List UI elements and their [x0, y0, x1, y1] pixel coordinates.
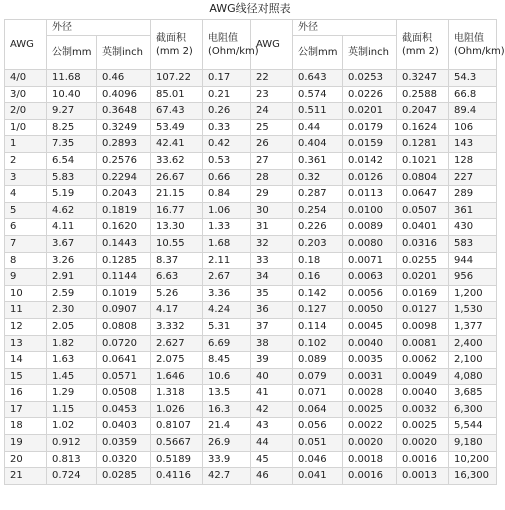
resistance-cell: 5.31 — [203, 318, 251, 335]
table-row — [5, 418, 497, 435]
inch-cell: 0.0571 — [97, 368, 151, 385]
inch-cell: 0.0018 — [343, 451, 397, 468]
area-cell: 0.0032 — [397, 401, 449, 418]
area-cell: 67.43 — [151, 103, 203, 120]
awg-cell: 21 — [5, 468, 47, 485]
area-cell: 8.37 — [151, 252, 203, 269]
table-row — [5, 152, 497, 169]
resistance-cell: 0.53 — [203, 152, 251, 169]
area-cell: 0.0507 — [397, 202, 449, 219]
inch-cell: 0.0453 — [97, 401, 151, 418]
table-row — [5, 70, 497, 87]
area-cell: 0.0049 — [397, 368, 449, 385]
resistance-cell: 9,180 — [449, 435, 497, 452]
resistance-cell: 3,685 — [449, 385, 497, 402]
resistance-cell: 66.8 — [449, 86, 497, 103]
inch-cell: 0.0025 — [343, 401, 397, 418]
area-header: 截面积(mm 2) — [397, 20, 449, 70]
table-row — [5, 235, 497, 252]
resistance-cell: 26.9 — [203, 435, 251, 452]
area-cell: 0.0020 — [397, 435, 449, 452]
awg-table — [4, 19, 505, 485]
inch-cell: 0.0320 — [97, 451, 151, 468]
mm-cell: 0.203 — [293, 235, 343, 252]
awg-cell: 7 — [5, 235, 47, 252]
awg-cell: 3 — [5, 169, 47, 186]
resistance-cell: 0.66 — [203, 169, 251, 186]
awg-cell: 20 — [5, 451, 47, 468]
resistance-cell: 8.45 — [203, 352, 251, 369]
mm-cell: 1.29 — [47, 385, 97, 402]
mm-cell: 0.051 — [293, 435, 343, 452]
awg-cell: 13 — [5, 335, 47, 352]
area-cell: 42.41 — [151, 136, 203, 153]
area-cell: 0.0255 — [397, 252, 449, 269]
mm-cell: 0.079 — [293, 368, 343, 385]
awg-cell: 35 — [251, 285, 293, 302]
resistance-cell: 21.4 — [203, 418, 251, 435]
area-cell: 0.4116 — [151, 468, 203, 485]
resistance-cell: 0.42 — [203, 136, 251, 153]
awg-cell: 24 — [251, 103, 293, 120]
inch-cell: 0.0028 — [343, 385, 397, 402]
awg-cell: 26 — [251, 136, 293, 153]
mm-cell: 0.064 — [293, 401, 343, 418]
mm-cell: 0.046 — [293, 451, 343, 468]
inch-cell: 0.0403 — [97, 418, 151, 435]
resistance-cell: 2,400 — [449, 335, 497, 352]
inch-cell: 0.0159 — [343, 136, 397, 153]
awg-cell: 12 — [5, 318, 47, 335]
inch-cell: 0.3648 — [97, 103, 151, 120]
awg-cell: 25 — [251, 119, 293, 136]
resistance-cell: 956 — [449, 269, 497, 286]
inch-cell: 0.1285 — [97, 252, 151, 269]
table-title: AWG线径对照表 — [209, 2, 291, 15]
table-row — [5, 368, 497, 385]
diameter-header: 外径 — [293, 20, 397, 36]
table-row — [5, 352, 497, 369]
awg-cell: 41 — [251, 385, 293, 402]
resistance-cell: 361 — [449, 202, 497, 219]
inch-cell: 0.4096 — [97, 86, 151, 103]
resistance-cell: 0.21 — [203, 86, 251, 103]
area-cell: 0.0169 — [397, 285, 449, 302]
inch-cell: 0.0050 — [343, 302, 397, 319]
table-row — [5, 136, 497, 153]
inch-cell: 0.0126 — [343, 169, 397, 186]
mm-cell: 0.071 — [293, 385, 343, 402]
table-row — [5, 385, 497, 402]
inch-cell: 0.1019 — [97, 285, 151, 302]
table-row — [5, 119, 497, 136]
mm-cell: 1.15 — [47, 401, 97, 418]
resistance-cell: 0.17 — [203, 70, 251, 87]
mm-cell: 3.26 — [47, 252, 97, 269]
resistance-header: 电阻值(Ohm/km) — [203, 20, 251, 70]
mm-cell: 6.54 — [47, 152, 97, 169]
mm-cell: 0.114 — [293, 318, 343, 335]
awg-cell: 28 — [251, 169, 293, 186]
table-row — [5, 269, 497, 286]
mm-cell: 1.45 — [47, 368, 97, 385]
mm-cell: 0.041 — [293, 468, 343, 485]
table-body — [5, 70, 497, 485]
mm-cell: 0.32 — [293, 169, 343, 186]
inch-cell: 0.0113 — [343, 186, 397, 203]
resistance-cell: 2.67 — [203, 269, 251, 286]
awg-cell: 44 — [251, 435, 293, 452]
awg-cell: 30 — [251, 202, 293, 219]
area-cell: 0.0025 — [397, 418, 449, 435]
inch-cell: 0.1819 — [97, 202, 151, 219]
resistance-header: 电阻值(Ohm/km) — [449, 20, 497, 70]
resistance-cell: 143 — [449, 136, 497, 153]
awg-cell: 8 — [5, 252, 47, 269]
mm-cell: 0.089 — [293, 352, 343, 369]
inch-cell: 0.0045 — [343, 318, 397, 335]
area-cell: 5.26 — [151, 285, 203, 302]
area-cell: 2.627 — [151, 335, 203, 352]
awg-cell: 4/0 — [5, 70, 47, 87]
awg-cell: 18 — [5, 418, 47, 435]
inch-cell: 0.0226 — [343, 86, 397, 103]
inch-cell: 0.0063 — [343, 269, 397, 286]
inch-cell: 0.1620 — [97, 219, 151, 236]
area-cell: 1.646 — [151, 368, 203, 385]
mm-cell: 0.127 — [293, 302, 343, 319]
area-cell: 10.55 — [151, 235, 203, 252]
inch-cell: 0.0071 — [343, 252, 397, 269]
mm-cell: 11.68 — [47, 70, 97, 87]
resistance-cell: 16,300 — [449, 468, 497, 485]
awg-cell: 38 — [251, 335, 293, 352]
table-row — [5, 202, 497, 219]
inch-cell: 0.0285 — [97, 468, 151, 485]
awg-cell: 36 — [251, 302, 293, 319]
mm-cell: 0.511 — [293, 103, 343, 120]
table-row — [5, 285, 497, 302]
area-cell: 0.1021 — [397, 152, 449, 169]
table-row — [5, 435, 497, 452]
inch-cell: 0.0907 — [97, 302, 151, 319]
mm-cell: 2.59 — [47, 285, 97, 302]
awg-cell: 27 — [251, 152, 293, 169]
inch-cell: 0.1443 — [97, 235, 151, 252]
area-cell: 13.30 — [151, 219, 203, 236]
awg-cell: 2/0 — [5, 103, 47, 120]
resistance-cell: 0.84 — [203, 186, 251, 203]
resistance-cell: 6,300 — [449, 401, 497, 418]
mm-cell: 2.05 — [47, 318, 97, 335]
resistance-cell: 128 — [449, 152, 497, 169]
resistance-cell: 1.06 — [203, 202, 251, 219]
resistance-cell: 1,530 — [449, 302, 497, 319]
mm-cell: 0.226 — [293, 219, 343, 236]
table-row — [5, 451, 497, 468]
resistance-cell: 0.33 — [203, 119, 251, 136]
resistance-cell: 2.11 — [203, 252, 251, 269]
area-cell: 107.22 — [151, 70, 203, 87]
table-row — [5, 318, 497, 335]
area-cell: 0.2047 — [397, 103, 449, 120]
inch-cell: 0.0020 — [343, 435, 397, 452]
area-cell: 0.8107 — [151, 418, 203, 435]
area-cell: 0.0647 — [397, 186, 449, 203]
inch-cell: 0.0179 — [343, 119, 397, 136]
mm-cell: 1.02 — [47, 418, 97, 435]
area-cell: 0.0013 — [397, 468, 449, 485]
awg-cell: 2 — [5, 152, 47, 169]
mm-cell: 1.82 — [47, 335, 97, 352]
table-row — [5, 186, 497, 203]
table-row — [5, 401, 497, 418]
area-cell: 0.0098 — [397, 318, 449, 335]
awg-cell: 31 — [251, 219, 293, 236]
inch-cell: 0.0100 — [343, 202, 397, 219]
awg-cell: 34 — [251, 269, 293, 286]
area-cell: 4.17 — [151, 302, 203, 319]
area-cell: 33.62 — [151, 152, 203, 169]
area-cell: 0.1281 — [397, 136, 449, 153]
mm-cell: 0.18 — [293, 252, 343, 269]
resistance-cell: 4.24 — [203, 302, 251, 319]
inch-cell: 0.46 — [97, 70, 151, 87]
awg-cell: 3/0 — [5, 86, 47, 103]
inch-cell: 0.0040 — [343, 335, 397, 352]
table-row — [5, 103, 497, 120]
inch-cell: 0.0035 — [343, 352, 397, 369]
awg-cell: 43 — [251, 418, 293, 435]
resistance-cell: 106 — [449, 119, 497, 136]
mm-cell: 5.83 — [47, 169, 97, 186]
inch-cell: 0.0031 — [343, 368, 397, 385]
table-row — [5, 252, 497, 269]
inch-cell: 0.2294 — [97, 169, 151, 186]
awg-cell: 37 — [251, 318, 293, 335]
mm-cell: 0.574 — [293, 86, 343, 103]
inch-cell: 0.0508 — [97, 385, 151, 402]
area-cell: 0.1624 — [397, 119, 449, 136]
awg-cell: 10 — [5, 285, 47, 302]
mm-cell: 0.16 — [293, 269, 343, 286]
resistance-cell: 1.68 — [203, 235, 251, 252]
awg-cell: 17 — [5, 401, 47, 418]
inch-cell: 0.1144 — [97, 269, 151, 286]
table-row — [5, 169, 497, 186]
table-row — [5, 335, 497, 352]
inch-cell: 0.0808 — [97, 318, 151, 335]
inch-header: 英制inch — [97, 36, 151, 70]
area-header: 截面积(mm 2) — [151, 20, 203, 70]
resistance-cell: 0.26 — [203, 103, 251, 120]
diameter-header: 外径 — [47, 20, 151, 36]
mm-cell: 0.361 — [293, 152, 343, 169]
mm-cell: 2.30 — [47, 302, 97, 319]
mm-cell: 10.40 — [47, 86, 97, 103]
awg-cell: 33 — [251, 252, 293, 269]
area-cell: 53.49 — [151, 119, 203, 136]
awg-cell: 46 — [251, 468, 293, 485]
area-cell: 0.0316 — [397, 235, 449, 252]
mm-cell: 4.62 — [47, 202, 97, 219]
resistance-cell: 430 — [449, 219, 497, 236]
mm-cell: 0.142 — [293, 285, 343, 302]
mm-cell: 0.44 — [293, 119, 343, 136]
area-cell: 6.63 — [151, 269, 203, 286]
table-row — [5, 302, 497, 319]
awg-cell: 4 — [5, 186, 47, 203]
mm-cell: 5.19 — [47, 186, 97, 203]
awg-cell: 32 — [251, 235, 293, 252]
awg-cell: 42 — [251, 401, 293, 418]
area-cell: 0.0016 — [397, 451, 449, 468]
inch-cell: 0.3249 — [97, 119, 151, 136]
resistance-cell: 42.7 — [203, 468, 251, 485]
area-cell: 0.0062 — [397, 352, 449, 369]
area-cell: 2.075 — [151, 352, 203, 369]
area-cell: 0.0040 — [397, 385, 449, 402]
mm-cell: 0.643 — [293, 70, 343, 87]
awg-cell: 40 — [251, 368, 293, 385]
resistance-cell: 289 — [449, 186, 497, 203]
inch-cell: 0.0142 — [343, 152, 397, 169]
mm-cell: 9.27 — [47, 103, 97, 120]
awg-cell: 19 — [5, 435, 47, 452]
inch-cell: 0.2576 — [97, 152, 151, 169]
awg-cell: 22 — [251, 70, 293, 87]
resistance-cell: 89.4 — [449, 103, 497, 120]
inch-cell: 0.2043 — [97, 186, 151, 203]
inch-cell: 0.0056 — [343, 285, 397, 302]
area-cell: 0.0401 — [397, 219, 449, 236]
mm-cell: 0.287 — [293, 186, 343, 203]
awg-cell: 1/0 — [5, 119, 47, 136]
resistance-cell: 1,200 — [449, 285, 497, 302]
mm-cell: 0.102 — [293, 335, 343, 352]
table-row — [5, 219, 497, 236]
area-cell: 0.0081 — [397, 335, 449, 352]
mm-cell: 0.404 — [293, 136, 343, 153]
resistance-cell: 1.33 — [203, 219, 251, 236]
mm-cell: 2.91 — [47, 269, 97, 286]
mm-cell: 0.056 — [293, 418, 343, 435]
inch-cell: 0.0359 — [97, 435, 151, 452]
area-cell: 1.026 — [151, 401, 203, 418]
header-row — [5, 20, 497, 36]
awg-cell: 45 — [251, 451, 293, 468]
awg-cell: 1 — [5, 136, 47, 153]
resistance-cell: 10.6 — [203, 368, 251, 385]
table-row — [5, 468, 497, 485]
resistance-cell: 33.9 — [203, 451, 251, 468]
mm-cell: 1.63 — [47, 352, 97, 369]
area-cell: 21.15 — [151, 186, 203, 203]
awg-cell: 14 — [5, 352, 47, 369]
area-cell: 26.67 — [151, 169, 203, 186]
area-cell: 0.0127 — [397, 302, 449, 319]
area-cell: 16.77 — [151, 202, 203, 219]
mm-cell: 7.35 — [47, 136, 97, 153]
mm-cell: 0.254 — [293, 202, 343, 219]
resistance-cell: 583 — [449, 235, 497, 252]
resistance-cell: 6.69 — [203, 335, 251, 352]
awg-cell: 5 — [5, 202, 47, 219]
mm-cell: 8.25 — [47, 119, 97, 136]
inch-cell: 0.0253 — [343, 70, 397, 87]
resistance-cell: 10,200 — [449, 451, 497, 468]
inch-cell: 0.0201 — [343, 103, 397, 120]
area-cell: 0.0201 — [397, 269, 449, 286]
resistance-cell: 3.36 — [203, 285, 251, 302]
mm-cell: 0.813 — [47, 451, 97, 468]
awg-cell: 23 — [251, 86, 293, 103]
resistance-cell: 13.5 — [203, 385, 251, 402]
resistance-cell: 1,377 — [449, 318, 497, 335]
area-cell: 0.5189 — [151, 451, 203, 468]
resistance-cell: 5,544 — [449, 418, 497, 435]
inch-cell: 0.0641 — [97, 352, 151, 369]
awg-header: AWG — [251, 20, 293, 70]
area-cell: 3.332 — [151, 318, 203, 335]
resistance-cell: 54.3 — [449, 70, 497, 87]
awg-header: AWG — [5, 20, 47, 70]
mm-cell: 0.724 — [47, 468, 97, 485]
resistance-cell: 2,100 — [449, 352, 497, 369]
inch-cell: 0.2893 — [97, 136, 151, 153]
awg-cell: 39 — [251, 352, 293, 369]
inch-cell: 0.0022 — [343, 418, 397, 435]
mm-cell: 4.11 — [47, 219, 97, 236]
area-cell: 85.01 — [151, 86, 203, 103]
inch-cell: 0.0016 — [343, 468, 397, 485]
area-cell: 0.2588 — [397, 86, 449, 103]
inch-cell: 0.0720 — [97, 335, 151, 352]
table-row — [5, 86, 497, 103]
inch-cell: 0.0089 — [343, 219, 397, 236]
area-cell: 1.318 — [151, 385, 203, 402]
awg-cell: 11 — [5, 302, 47, 319]
awg-cell: 15 — [5, 368, 47, 385]
mm-header: 公制mm — [47, 36, 97, 70]
area-cell: 0.3247 — [397, 70, 449, 87]
awg-cell: 9 — [5, 269, 47, 286]
inch-cell: 0.0080 — [343, 235, 397, 252]
awg-cell: 29 — [251, 186, 293, 203]
resistance-cell: 16.3 — [203, 401, 251, 418]
inch-header: 英制inch — [343, 36, 397, 70]
area-cell: 0.5667 — [151, 435, 203, 452]
resistance-cell: 227 — [449, 169, 497, 186]
mm-header: 公制mm — [293, 36, 343, 70]
resistance-cell: 4,080 — [449, 368, 497, 385]
mm-cell: 3.67 — [47, 235, 97, 252]
resistance-cell: 944 — [449, 252, 497, 269]
awg-cell: 16 — [5, 385, 47, 402]
mm-cell: 0.912 — [47, 435, 97, 452]
awg-cell: 6 — [5, 219, 47, 236]
area-cell: 0.0804 — [397, 169, 449, 186]
